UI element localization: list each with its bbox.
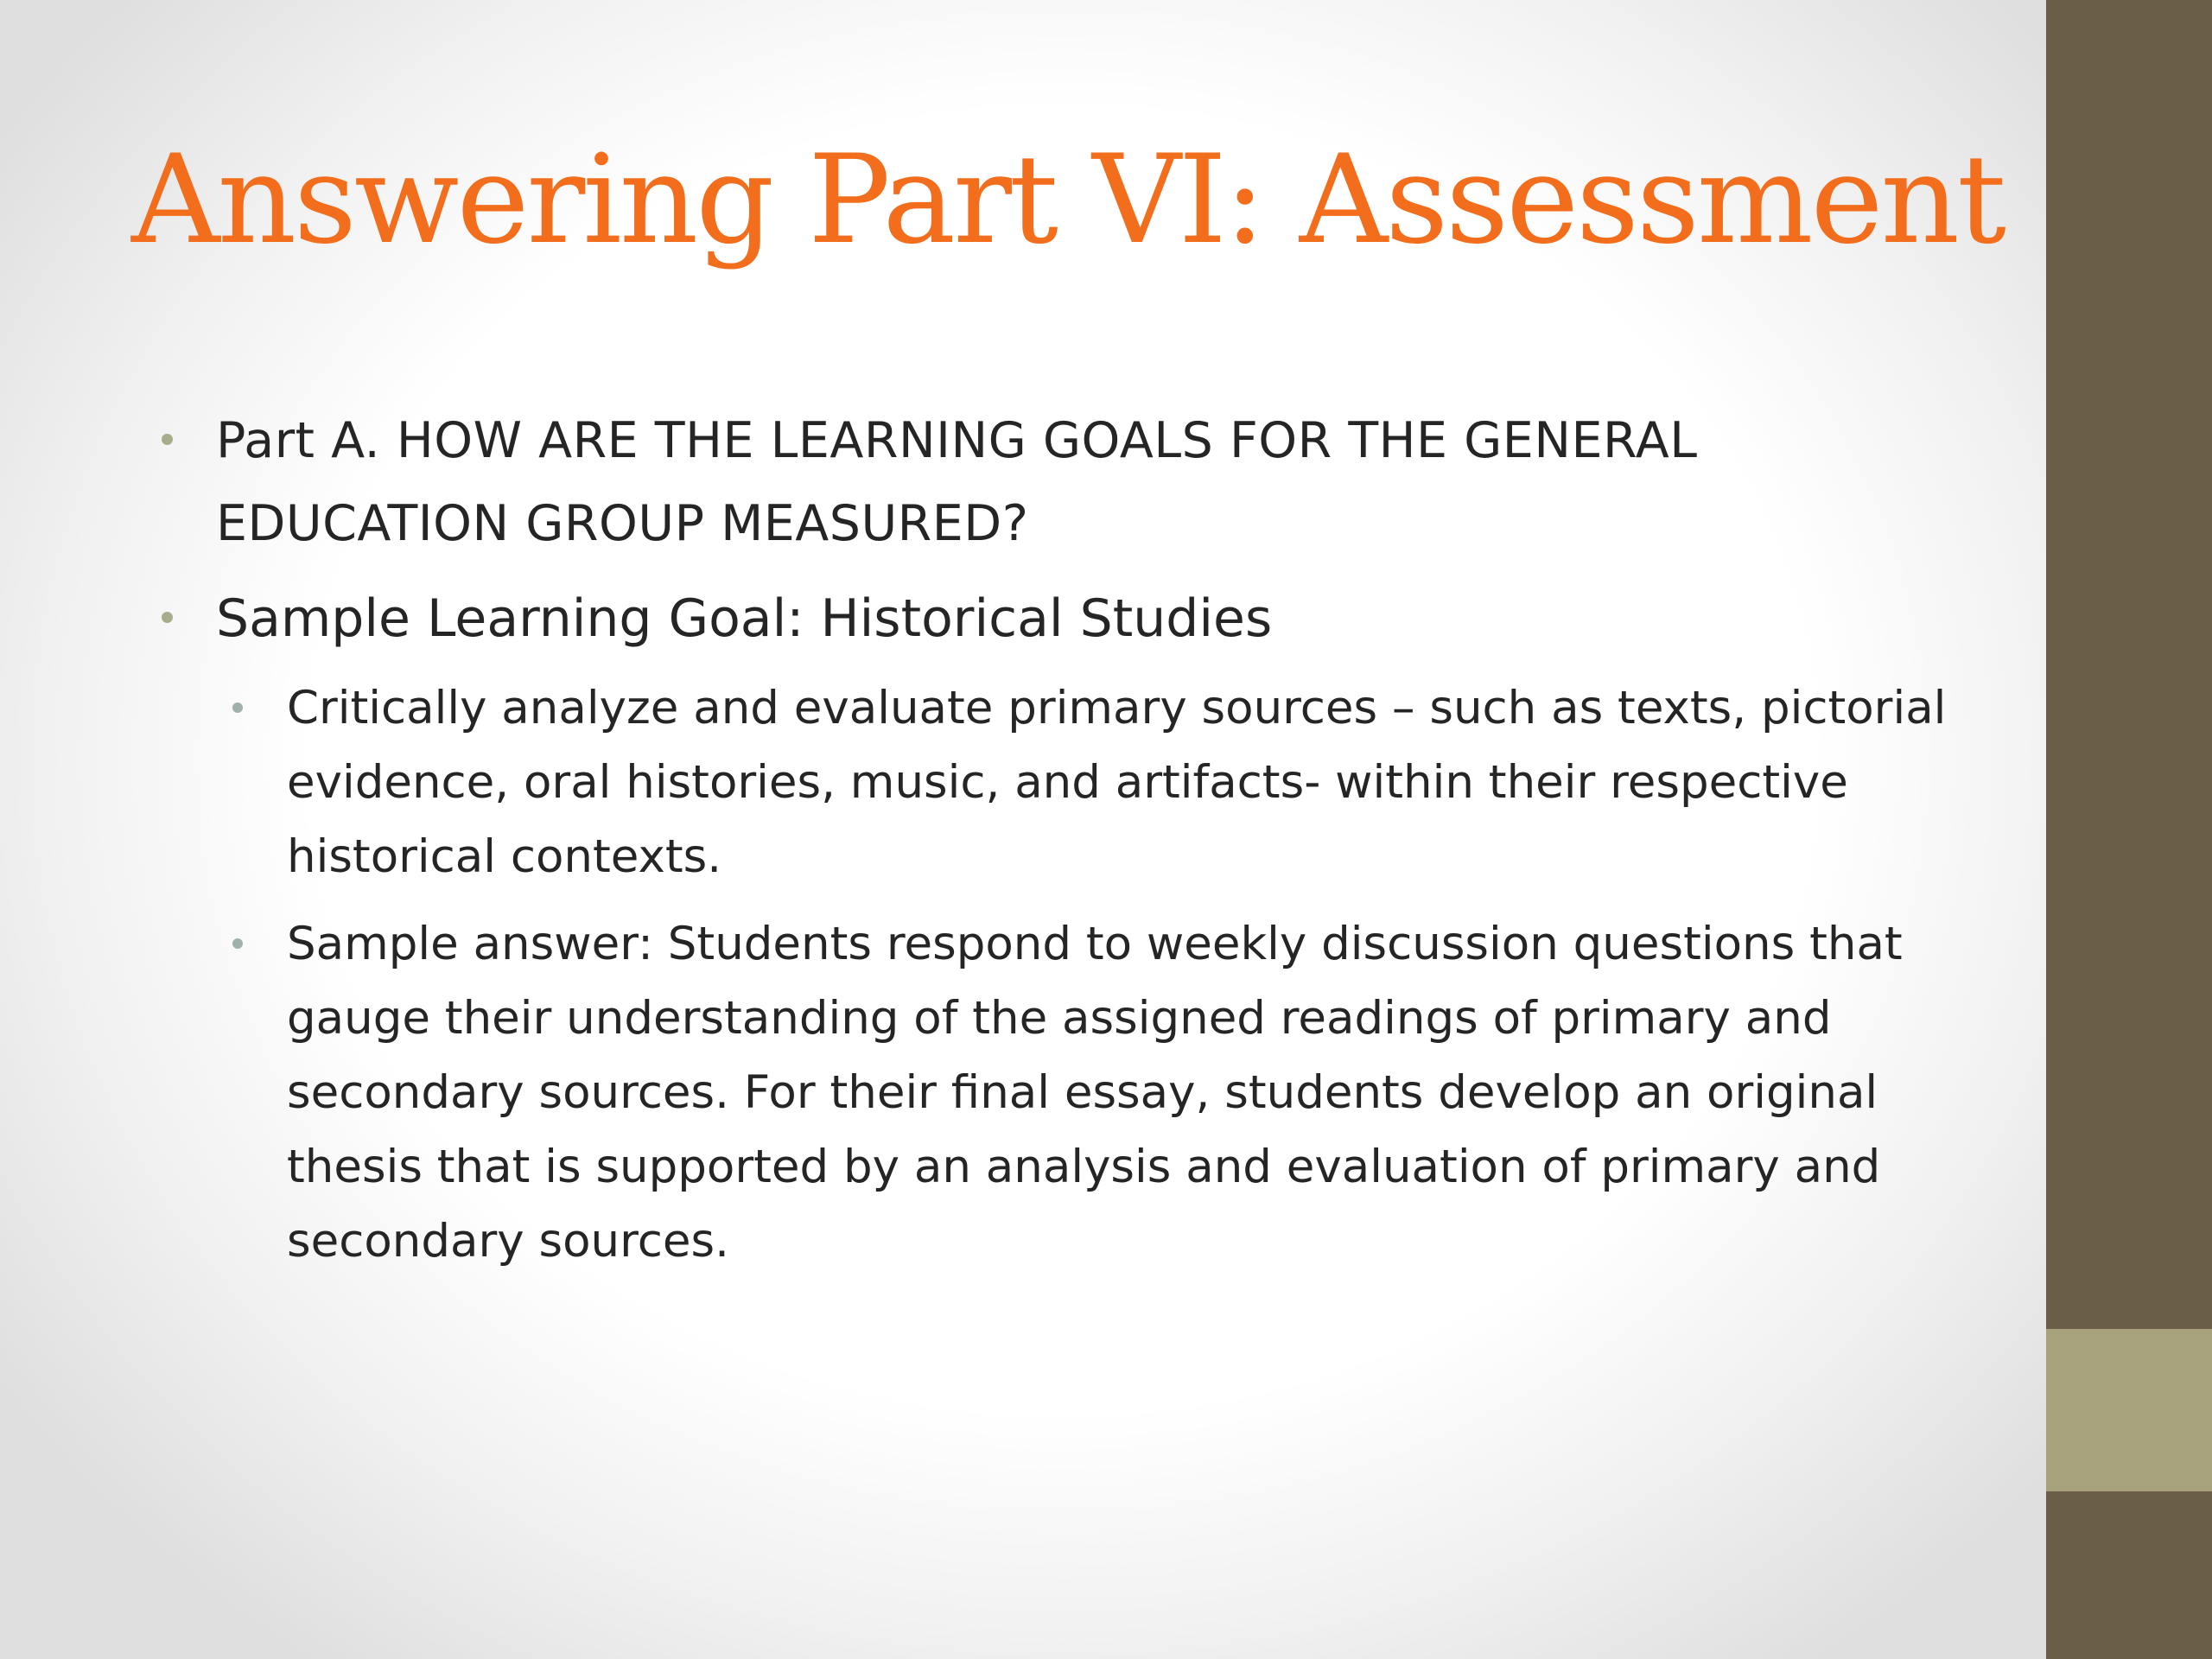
bullet-dot-icon <box>232 938 243 949</box>
decorative-side-accent <box>2046 1329 2212 1491</box>
bullet-item-part-a <box>216 399 1944 565</box>
bullet-text: Part A. HOW ARE THE LEARNING GOALS FOR THE GENERAL EDUCATION GROUP MEASURED? <box>216 412 1698 552</box>
bullet-text: Critically analyze and evaluate primary sources – such as texts, pictorial evidence, oral histories, music, and artifacts- within their respective historical contexts. <box>287 682 1947 883</box>
bullet-dot-icon <box>162 434 173 445</box>
bullet-dot-icon <box>232 702 243 713</box>
bullet-item-learning-goal <box>216 577 1944 660</box>
sub-bullet-item-goal-description <box>287 671 1972 894</box>
sub-bullet-item-sample-answer <box>287 907 1972 1279</box>
bullet-text: Sample answer: Students respond to weekly discussion questions that gauge their understanding of the assigned readings of primary and secondary sources. For their final essay, students develop an original thesis that is supported by an analysis and evaluation of primary and secondary sources. <box>287 918 1903 1268</box>
bullet-dot-icon <box>162 612 173 623</box>
slide-title: Answering Part VI: Assessment <box>131 129 2005 271</box>
bullet-text: Sample Learning Goal: Historical Studies <box>216 588 1273 649</box>
